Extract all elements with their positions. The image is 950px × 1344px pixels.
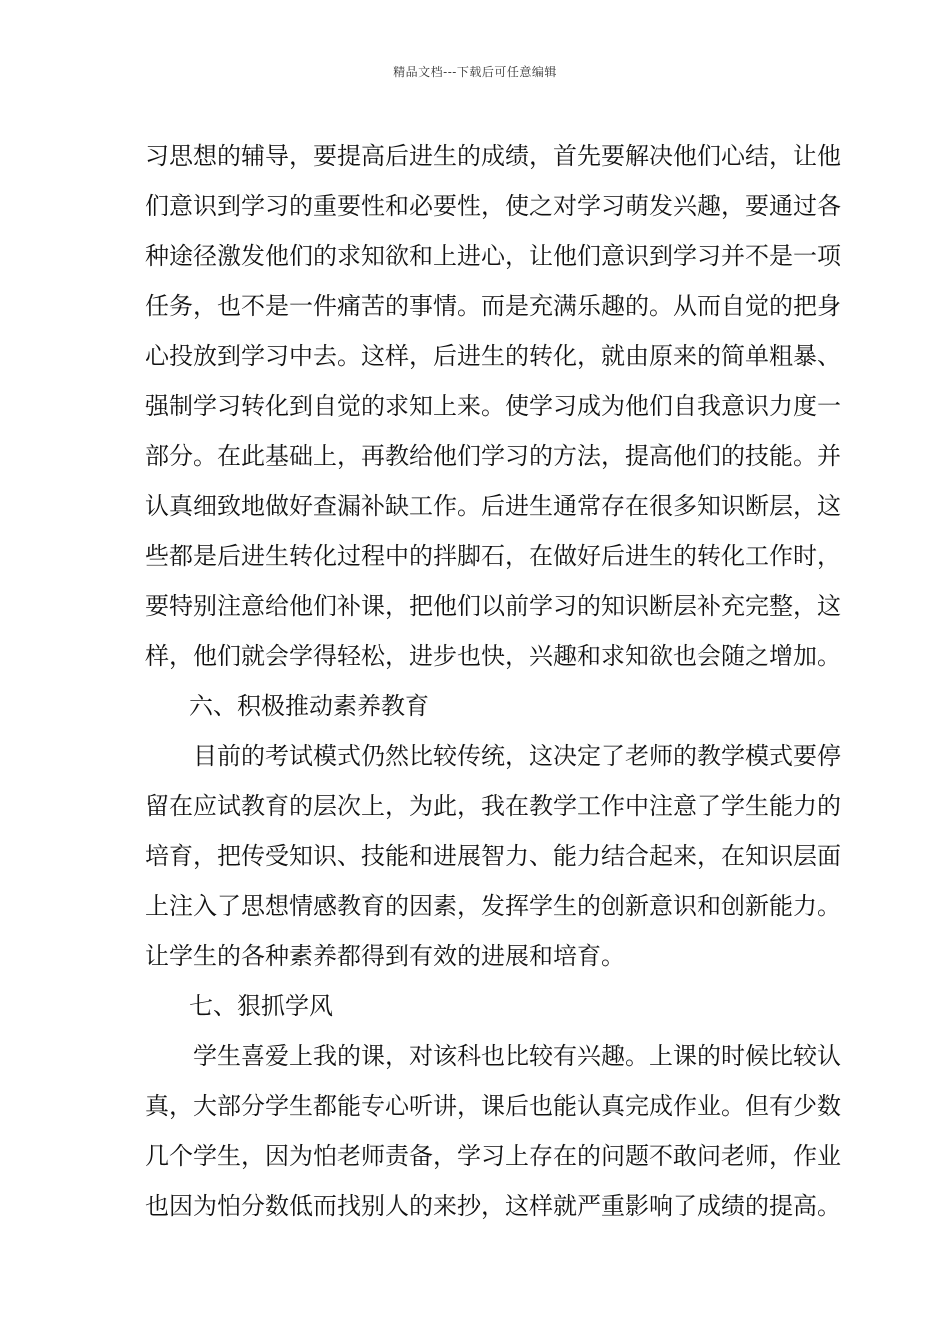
text-line: 心投放到学习中去。这样，后进生的转化，就由原来的简单粗暴、 — [145, 342, 841, 370]
page-header: 精品文档---下载后可任意编辑 — [393, 65, 557, 79]
text-line: 留在应试教育的层次上，为此，我在教学工作中注意了学生能力的 — [145, 792, 841, 820]
text-line: 些都是后进生转化过程中的拌脚石，在做好后进生的转化工作时， — [145, 542, 841, 570]
text-line: 部分。在此基础上，再教给他们学习的方法，提高他们的技能。并 — [145, 442, 841, 470]
text-line: 任务，也不是一件痛苦的事情。而是充满乐趣的。从而自觉的把身 — [145, 292, 841, 320]
text-line: 习思想的辅导，要提高后进生的成绩，首先要解决他们心结，让他 — [145, 142, 841, 170]
text-line: 认真细致地做好查漏补缺工作。后进生通常存在很多知识断层，这 — [145, 492, 841, 520]
paragraph-1 — [145, 131, 841, 681]
text-line: 学生喜爱上我的课，对该科也比较有兴趣。上课的时候比较认 — [193, 1042, 841, 1070]
text-line: 要特别注意给他们补课，把他们以前学习的知识断层补充完整，这 — [145, 592, 841, 620]
paragraph-2 — [145, 731, 841, 981]
section-heading: 六、积极推动素养教育 — [189, 692, 429, 720]
text-line: 上注入了思想情感教育的因素，发挥学生的创新意识和创新能力。 — [145, 892, 841, 920]
text-line: 强制学习转化到自觉的求知上来。使学习成为他们自我意识力度一 — [145, 392, 841, 420]
paragraph-3 — [145, 1031, 841, 1231]
text-line: 几个学生，因为怕老师责备，学习上存在的问题不敢问老师，作业 — [145, 1142, 841, 1170]
text-line: 目前的考试模式仍然比较传统，这决定了老师的教学模式要停 — [193, 742, 841, 770]
text-line: 们意识到学习的重要性和必要性，使之对学习萌发兴趣，要通过各 — [145, 192, 841, 220]
text-line: 种途径激发他们的求知欲和上进心，让他们意识到学习并不是一项 — [145, 242, 841, 270]
document-body — [145, 131, 841, 1231]
section-heading: 七、狠抓学风 — [189, 992, 333, 1020]
text-line: 也因为怕分数低而找别人的来抄，这样就严重影响了成绩的提高。 — [145, 1192, 841, 1220]
text-line: 真，大部分学生都能专心听讲，课后也能认真完成作业。但有少数 — [145, 1092, 841, 1120]
text-line: 样，他们就会学得轻松，进步也快，兴趣和求知欲也会随之增加。 — [145, 642, 841, 670]
text-line: 培育，把传受知识、技能和进展智力、能力结合起来，在知识层面 — [145, 842, 841, 870]
text-line: 让学生的各种素养都得到有效的进展和培育。 — [145, 942, 625, 970]
